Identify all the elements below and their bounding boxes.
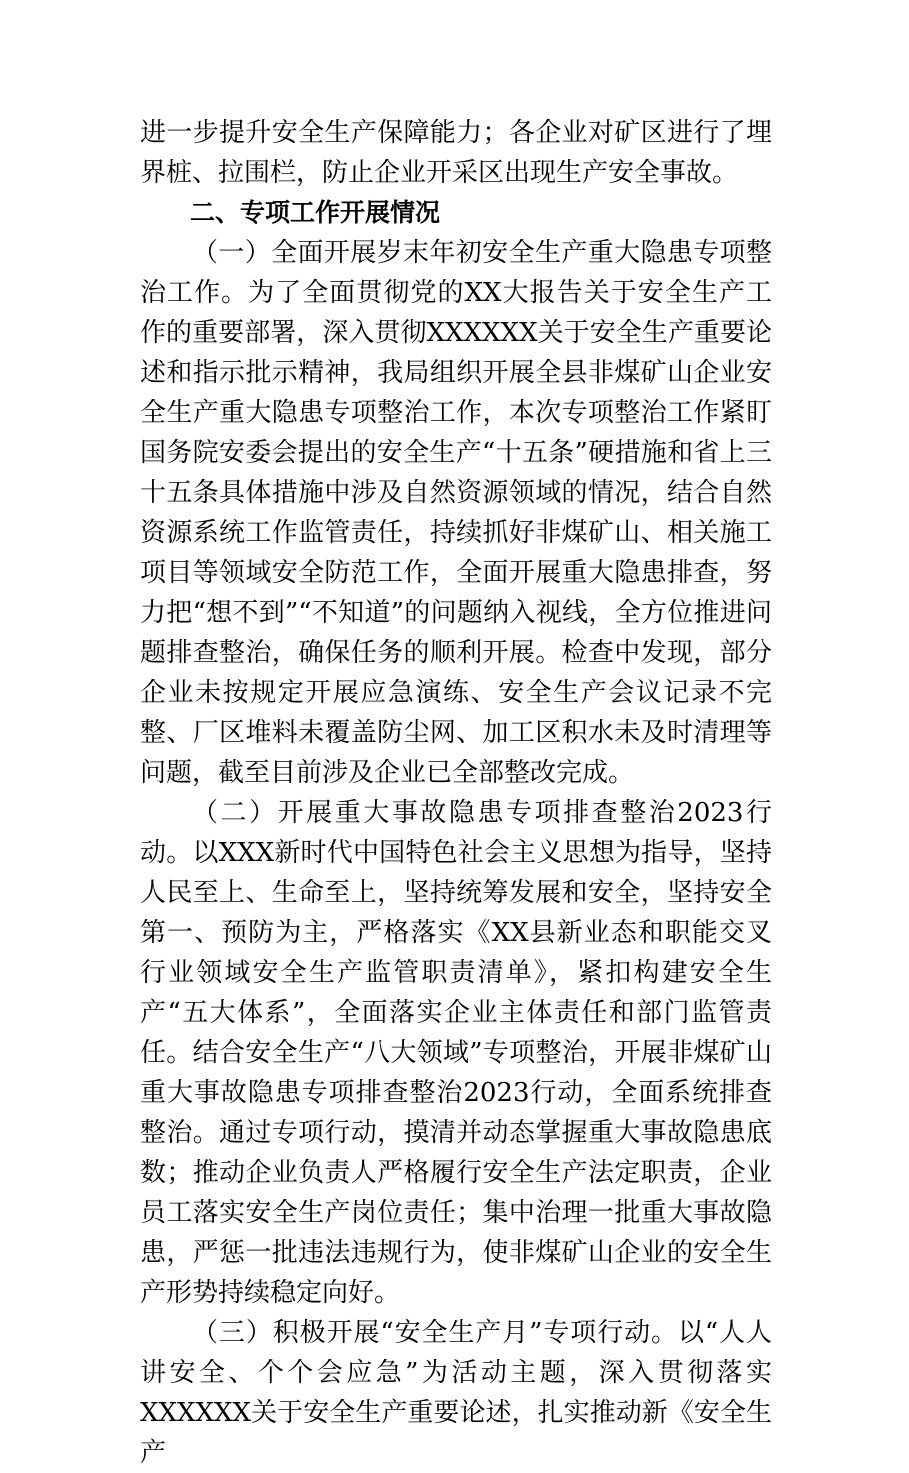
paragraph-1: （一）全面开展岁末年初安全生产重大隐患专项整治工作。为了全面贯彻党的XX大报告关于安全生产工作的重要部署，深入贯彻XXXXXX关于安全生产重要论述和指示批示精神，我局组织开展全县非煤矿山企业安全生产重大隐患专项整治工作，本次专项整治工作紧盯国务院安委会提出的安全生产“十五条”硬措施和省上三十五条具体措施中涉及自然资源领域的情况，结合自然资源系统工作监管责任，持续抓好非煤矿山、相关施工项目等领域安全防范工作，全面开展重大隐患排查，努力把“想不到”“不知道”的问题纳入视线，全方位推进问题排查整治，确保任务的顺利开展。检查中发现，部分企业未按规定开展应急演练、安全生产会议记录不完整、厂区堆料未覆盖防尘网、加工区积水未及时清理等问题，截至目前涉及企业已全部整改完成。 — [140, 238, 772, 788]
continued-paragraph: 进一步提升安全生产保障能力；各企业对矿区进行了埋界桩、拉围栏，防止企业开采区出现生产安全事故。 — [140, 118, 772, 188]
document-body — [140, 113, 772, 1473]
paragraph-2: （二）开展重大事故隐患专项排查整治2023行动。以XXX新时代中国特色社会主义思想为指导，坚持人民至上、生命至上，坚持统筹发展和安全，坚持安全第一、预防为主，严格落实《XX县新业态和职能交叉行业领域安全生产监管职责清单》，紧扣构建安全生产“五大体系”，全面落实企业主体责任和部门监管责任。结合安全生产“八大领域”专项整治，开展非煤矿山重大事故隐患专项排查整治2023行动，全面系统排查整治。通过专项行动，摸清并动态掌握重大事故隐患底数；推动企业负责人严格履行安全生产法定职责，企业员工落实安全生产岗位责任；集中治理一批重大事故隐患，严惩一批违法违规行为，使非煤矿山企业的安全生产形势持续稳定向好。 — [140, 798, 772, 1308]
paragraph-3: （三）积极开展“安全生产月”专项行动。以“人人讲安全、个个会应急”为活动主题，深入贯彻落实XXXXXX关于安全生产重要论述，扎实推动新《安全生产 — [140, 1318, 772, 1468]
section-heading: 二、专项工作开展情况 — [190, 198, 441, 227]
